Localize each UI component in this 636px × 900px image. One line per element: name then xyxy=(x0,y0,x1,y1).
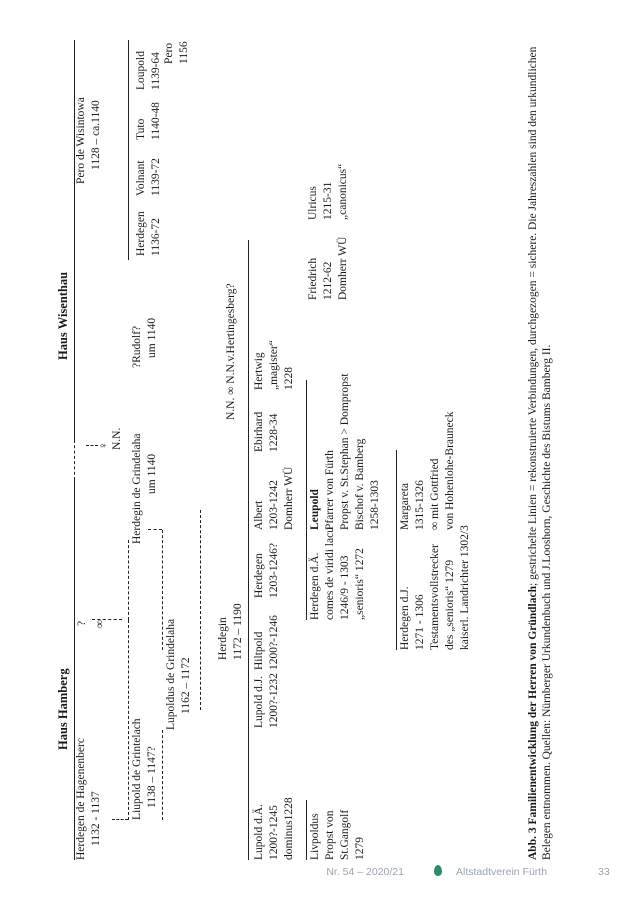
person-albert: Albert 1203-1242 Domherr WÜ xyxy=(253,466,295,530)
person-herdegen-wisenthau: Herdegen 1136-72 xyxy=(135,211,162,256)
person-rudolf: ?Rudolf? um 1140 xyxy=(131,317,158,368)
person-livpoldus: Livpoldus Propst von St.Gangolf 1279 xyxy=(309,809,366,860)
person-luipold-de-grintelach: Liupold de Grintelach 1138 – 1147? xyxy=(131,718,158,820)
person-lupoldus-de-grindelaha: Lupoldus de Grindelaha 1162 – 1172 xyxy=(165,618,192,730)
person-loupold: Loupold 1139-64 xyxy=(135,51,162,90)
question-mark: ? xyxy=(76,620,88,626)
house-hamberg-heading: Haus Hamberg xyxy=(56,668,70,750)
female-symbol: ♀ xyxy=(98,441,110,450)
leaf-icon xyxy=(434,865,442,876)
page-footer xyxy=(0,862,636,882)
person-herdegin-de-grindelaha: Herdegin de Grindelaha um 1140 xyxy=(131,433,158,544)
person-leupold: Leupold Pfarrer von Fürth Propst v. St.Stephan > Dompropst Bischof v. Bamberg 1258-1303 xyxy=(309,373,381,530)
person-pero-de-wisintowa: Pero de Wisintowa 1128 – ca.1140 xyxy=(75,97,102,184)
person-herdegen-d-ae: Herdegen d.Ä. comes de viridi lacu 1246/9 - 1303 „senioris“ 1272 xyxy=(309,527,366,620)
person-herdegin: Herdegin 1172 – 1190 xyxy=(217,603,244,660)
person-herdegen-de-hagenenberc: Herdegen de Hagenenberc 1132 - 1137 xyxy=(75,738,102,860)
person-nn-hertingesberg: N.N. ∞ N.N.v.Hertingesberg? xyxy=(225,283,237,420)
figure-caption xyxy=(526,40,586,860)
person-ebirhard: Ebirhard 1228-34 xyxy=(253,411,280,452)
person-lupold-d-ae: Lupold d.Ä. 1200?-1245 dominus1228 xyxy=(253,797,295,860)
publisher-label: Altstadtverein Fürth xyxy=(456,866,548,878)
house-wisenthau-heading: Haus Wisenthau xyxy=(56,271,70,360)
person-herdegen-gen5: Herdegen 1203-1246? xyxy=(253,543,280,598)
person-ulricus: Ulricus 1215-31 „canonicus“ xyxy=(307,163,349,220)
person-pero-jr: Pero 1156 xyxy=(163,41,190,64)
person-hertwig: Hertwig „magister“ 1228 xyxy=(253,340,295,390)
person-lupold-d-j: Lupold d.J. 1200?-1232 xyxy=(253,673,280,728)
caption-body: ; gestrichelte Linien = rekonstruierte Verbindungen, durchgezogen = sichere. Die Jahreszahlen sind den urkundlichen Belegen entnommen. Quellen: Nürnberger Urkundenbuch und J.Looshorn, Geschichte des Bistums Bamberg II. xyxy=(527,46,553,860)
person-tuto: Tuto 1140-48 xyxy=(135,102,162,140)
caption-title: Abb. 3 Familienentwicklung der Herren von Gründlach xyxy=(527,585,539,860)
person-margareta: Margareta 1315-1326 ∞ mit Gottfried von Hohenlohe-Brauneck xyxy=(399,411,456,530)
person-herdegen-d-j: Herdegen d.J. 1271 - 1306 Testamentsvollstrecker des „senioris“ 1279 kaiserl. Landrichter 1302/3 xyxy=(399,525,471,650)
person-hiltpold: Hiltpold 1200?-1246 xyxy=(253,615,280,670)
marriage-symbol: ∞ xyxy=(94,619,106,628)
family-tree xyxy=(52,40,552,860)
person-volnant: Volnant 1139-72 xyxy=(135,158,162,196)
issue-label: Nr. 54 – 2020/21 xyxy=(326,866,404,878)
page-number: 33 xyxy=(598,866,610,878)
person-friedrich: Friedrich 1212-62 Domherr WÜ xyxy=(307,236,349,300)
person-nn-female: N.N. xyxy=(111,427,123,450)
